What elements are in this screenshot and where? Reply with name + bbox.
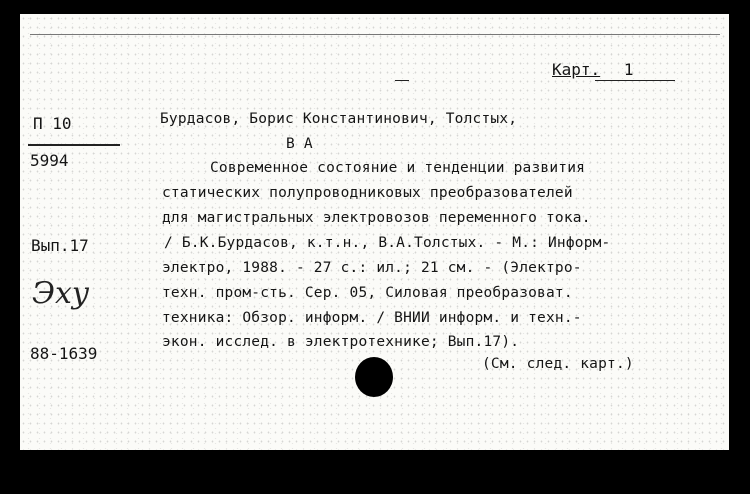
- body-line-5: электро, 1988. - 27 с.: ил.; 21 см. - (Электро-: [162, 260, 582, 276]
- body-line-1: Современное состояние и тенденции развития: [210, 160, 586, 176]
- body-line-3: для магистральных электровозов переменного тока.: [162, 210, 591, 226]
- short-dash: [395, 80, 409, 81]
- accession-number: 88-1639: [30, 344, 98, 363]
- continuation-note: (См. след. карт.): [482, 356, 634, 372]
- top-rule: [30, 34, 720, 35]
- card-number-label: [552, 60, 633, 79]
- handwritten-note: Эху: [32, 276, 90, 311]
- index-number: 5994: [30, 151, 69, 170]
- body-line-8: экон. исслед. в электротехнике; Вып.17).: [162, 334, 520, 350]
- card-number-underline: [595, 80, 675, 81]
- card-number: 1: [623, 60, 634, 79]
- issue-number: Вып.17: [31, 236, 89, 255]
- class-code: П 10: [33, 114, 72, 133]
- author-line: Бурдасов, Борис Константинович, Толстых,: [160, 111, 518, 127]
- body-line-2: статических полупроводниковых преобразователей: [162, 185, 573, 201]
- card-label: Карт.: [552, 60, 601, 79]
- body-line-4: / Б.К.Бурдасов, к.т.н., В.А.Толстых. - М.: Информ-: [164, 235, 611, 251]
- punch-hole: [355, 357, 393, 397]
- body-line-6: техн. пром-сть. Сер. 05, Силовая преобразоват.: [162, 285, 573, 301]
- catalog-card: [20, 14, 729, 450]
- initials-line: В А: [286, 136, 313, 152]
- class-code-rule: [28, 144, 120, 146]
- body-line-7: техника: Обзор. информ. / ВНИИ информ. и техн.-: [162, 310, 582, 326]
